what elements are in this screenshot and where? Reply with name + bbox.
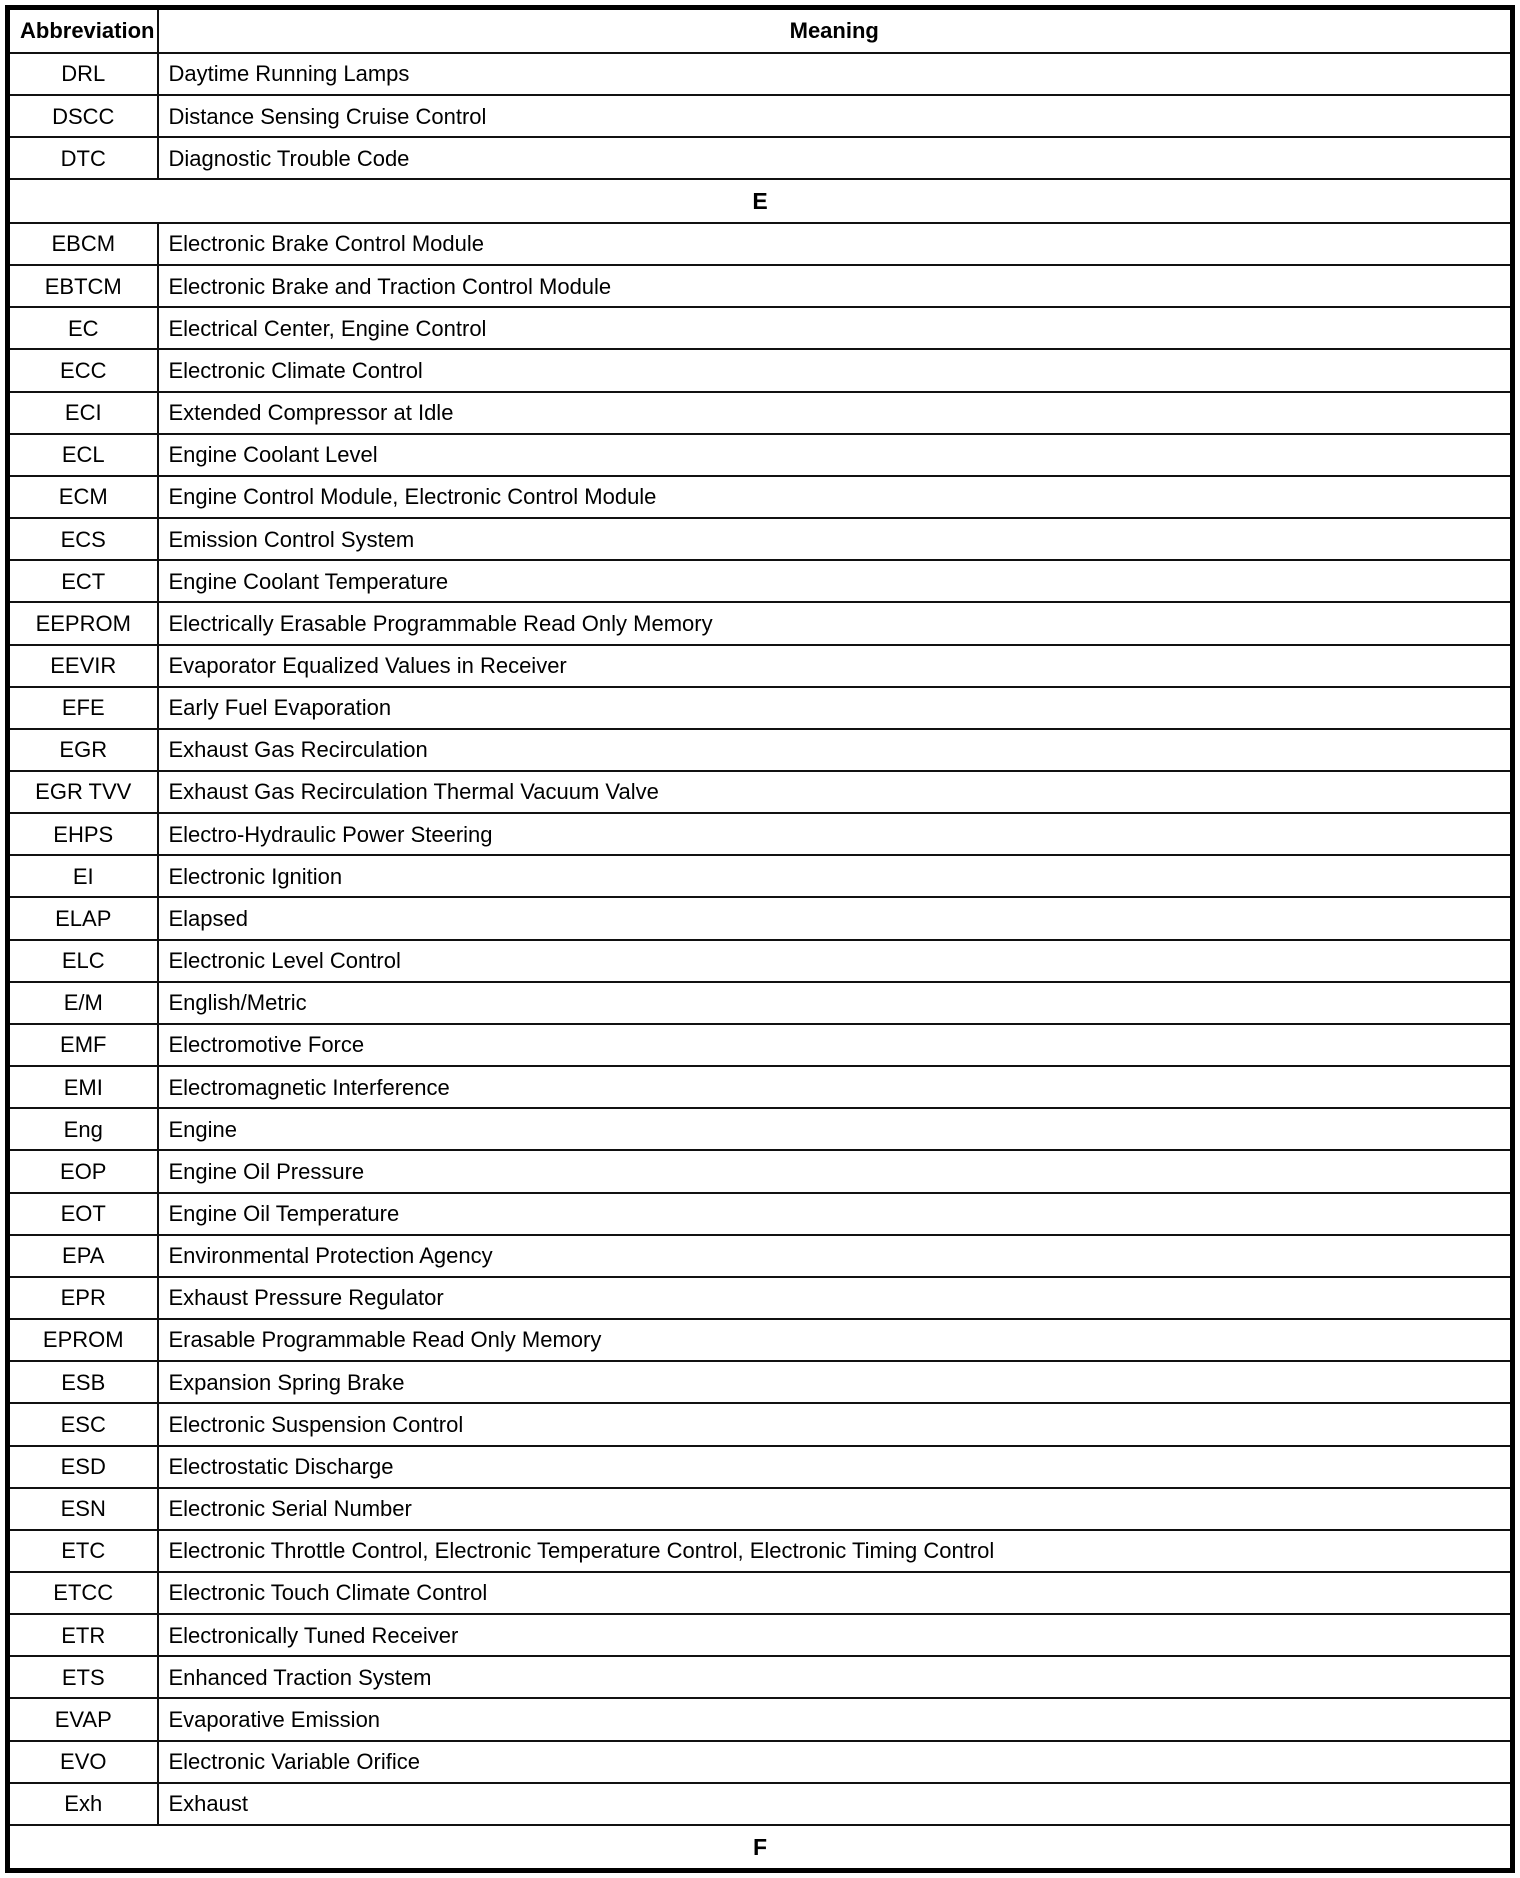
table-row — [8, 434, 1513, 476]
abbreviation-cell: EGR — [8, 729, 158, 771]
section-label: F — [8, 1825, 1513, 1871]
table-row — [8, 855, 1513, 897]
abbreviation-cell: EVAP — [8, 1698, 158, 1740]
meaning-cell: Elapsed — [158, 897, 1513, 939]
abbreviation-cell: ESC — [8, 1403, 158, 1445]
abbreviation-cell: Exh — [8, 1783, 158, 1825]
abbreviation-cell: ETCC — [8, 1572, 158, 1614]
abbreviation-cell: EOT — [8, 1193, 158, 1235]
table-row — [8, 897, 1513, 939]
table-row — [8, 476, 1513, 518]
meaning-cell: Electronic Throttle Control, Electronic Temperature Control, Electronic Timing Control — [158, 1530, 1513, 1572]
abbreviation-cell: ELC — [8, 940, 158, 982]
header-row — [8, 8, 1513, 54]
abbreviation-cell: EEVIR — [8, 645, 158, 687]
abbreviation-cell: ECM — [8, 476, 158, 518]
abbreviation-cell: ECT — [8, 560, 158, 602]
abbreviation-cell: EVO — [8, 1741, 158, 1783]
abbreviation-cell: EBCM — [8, 223, 158, 265]
abbreviation-cell: Eng — [8, 1108, 158, 1150]
meaning-cell: Engine Coolant Temperature — [158, 560, 1513, 602]
abbreviation-cell: EFE — [8, 687, 158, 729]
abbreviation-cell: ECC — [8, 349, 158, 391]
table-row — [8, 137, 1513, 179]
table-row — [8, 1277, 1513, 1319]
table-row — [8, 560, 1513, 602]
meaning-cell: Electronic Brake Control Module — [158, 223, 1513, 265]
table-row — [8, 1741, 1513, 1783]
meaning-cell: Exhaust Pressure Regulator — [158, 1277, 1513, 1319]
meaning-cell: Daytime Running Lamps — [158, 53, 1513, 95]
table-row — [8, 1783, 1513, 1825]
meaning-cell: Engine Coolant Level — [158, 434, 1513, 476]
abbreviation-cell: ECS — [8, 518, 158, 560]
table-row — [8, 1698, 1513, 1740]
table-row — [8, 687, 1513, 729]
table-header — [8, 8, 1513, 54]
meaning-cell: Diagnostic Trouble Code — [158, 137, 1513, 179]
table-row — [8, 1319, 1513, 1361]
meaning-cell: Electronic Variable Orifice — [158, 1741, 1513, 1783]
abbreviation-cell: EPROM — [8, 1319, 158, 1361]
meaning-cell: Evaporator Equalized Values in Receiver — [158, 645, 1513, 687]
abbreviation-cell: EC — [8, 307, 158, 349]
meaning-cell: Electronic Suspension Control — [158, 1403, 1513, 1445]
abbreviation-column-header: Abbreviation — [8, 8, 158, 54]
section-row — [8, 179, 1513, 223]
section-label: E — [8, 179, 1513, 223]
table-row — [8, 223, 1513, 265]
abbreviation-table — [5, 5, 1515, 1873]
abbreviation-cell: EOP — [8, 1150, 158, 1192]
abbreviation-cell: DTC — [8, 137, 158, 179]
table-row — [8, 95, 1513, 137]
meaning-cell: Electro-Hydraulic Power Steering — [158, 813, 1513, 855]
abbreviation-cell: ESD — [8, 1446, 158, 1488]
meaning-cell: Engine — [158, 1108, 1513, 1150]
meaning-cell: Engine Control Module, Electronic Control Module — [158, 476, 1513, 518]
meaning-cell: Evaporative Emission — [158, 1698, 1513, 1740]
abbreviation-cell: ETC — [8, 1530, 158, 1572]
meaning-cell: Engine Oil Temperature — [158, 1193, 1513, 1235]
abbreviation-cell: DRL — [8, 53, 158, 95]
meaning-column-header: Meaning — [158, 8, 1513, 54]
meaning-cell: Erasable Programmable Read Only Memory — [158, 1319, 1513, 1361]
table-row — [8, 53, 1513, 95]
meaning-cell: Emission Control System — [158, 518, 1513, 560]
abbreviation-cell: EPA — [8, 1235, 158, 1277]
table-row — [8, 1656, 1513, 1698]
table-row — [8, 1488, 1513, 1530]
meaning-cell: Electrically Erasable Programmable Read Only Memory — [158, 602, 1513, 644]
meaning-cell: Engine Oil Pressure — [158, 1150, 1513, 1192]
table-row — [8, 645, 1513, 687]
table-row — [8, 1024, 1513, 1066]
meaning-cell: Electronic Serial Number — [158, 1488, 1513, 1530]
meaning-cell: Exhaust — [158, 1783, 1513, 1825]
table-row — [8, 1108, 1513, 1150]
abbreviation-cell: ETR — [8, 1614, 158, 1656]
table-row — [8, 1066, 1513, 1108]
meaning-cell: Exhaust Gas Recirculation — [158, 729, 1513, 771]
meaning-cell: Electrical Center, Engine Control — [158, 307, 1513, 349]
abbreviation-cell: EPR — [8, 1277, 158, 1319]
table-row — [8, 1193, 1513, 1235]
abbreviation-cell: ELAP — [8, 897, 158, 939]
table-row — [8, 1530, 1513, 1572]
meaning-cell: Electronic Touch Climate Control — [158, 1572, 1513, 1614]
abbreviation-cell: ESN — [8, 1488, 158, 1530]
meaning-cell: English/Metric — [158, 982, 1513, 1024]
table-body — [8, 53, 1513, 1871]
abbreviation-cell: ECI — [8, 392, 158, 434]
meaning-cell: Electromotive Force — [158, 1024, 1513, 1066]
abbreviation-cell: EMF — [8, 1024, 158, 1066]
meaning-cell: Expansion Spring Brake — [158, 1361, 1513, 1403]
abbreviation-cell: EEPROM — [8, 602, 158, 644]
meaning-cell: Electronic Brake and Traction Control Module — [158, 265, 1513, 307]
meaning-cell: Electronic Climate Control — [158, 349, 1513, 391]
meaning-cell: Electronic Ignition — [158, 855, 1513, 897]
abbreviation-cell: EI — [8, 855, 158, 897]
table-row — [8, 940, 1513, 982]
meaning-cell: Electromagnetic Interference — [158, 1066, 1513, 1108]
abbreviation-cell: ESB — [8, 1361, 158, 1403]
meaning-cell: Distance Sensing Cruise Control — [158, 95, 1513, 137]
table-row — [8, 813, 1513, 855]
table-row — [8, 602, 1513, 644]
meaning-cell: Early Fuel Evaporation — [158, 687, 1513, 729]
abbreviation-cell: EBTCM — [8, 265, 158, 307]
abbreviation-cell: EGR TVV — [8, 771, 158, 813]
table-row — [8, 392, 1513, 434]
table-row — [8, 1446, 1513, 1488]
meaning-cell: Electrostatic Discharge — [158, 1446, 1513, 1488]
table-row — [8, 771, 1513, 813]
table-row — [8, 729, 1513, 771]
table-row — [8, 982, 1513, 1024]
table-row — [8, 1403, 1513, 1445]
abbreviation-cell: EHPS — [8, 813, 158, 855]
meaning-cell: Electronic Level Control — [158, 940, 1513, 982]
meaning-cell: Enhanced Traction System — [158, 1656, 1513, 1698]
meaning-cell: Extended Compressor at Idle — [158, 392, 1513, 434]
meaning-cell: Exhaust Gas Recirculation Thermal Vacuum Valve — [158, 771, 1513, 813]
table-row — [8, 1361, 1513, 1403]
table-row — [8, 1235, 1513, 1277]
table-row — [8, 349, 1513, 391]
table-row — [8, 307, 1513, 349]
abbreviation-cell: E/M — [8, 982, 158, 1024]
table-row — [8, 1614, 1513, 1656]
abbreviation-cell: DSCC — [8, 95, 158, 137]
table-row — [8, 518, 1513, 560]
table-row — [8, 265, 1513, 307]
section-row — [8, 1825, 1513, 1871]
meaning-cell: Environmental Protection Agency — [158, 1235, 1513, 1277]
abbreviation-cell: ETS — [8, 1656, 158, 1698]
table-row — [8, 1150, 1513, 1192]
abbreviation-cell: ECL — [8, 434, 158, 476]
abbreviation-cell: EMI — [8, 1066, 158, 1108]
table-row — [8, 1572, 1513, 1614]
meaning-cell: Electronically Tuned Receiver — [158, 1614, 1513, 1656]
